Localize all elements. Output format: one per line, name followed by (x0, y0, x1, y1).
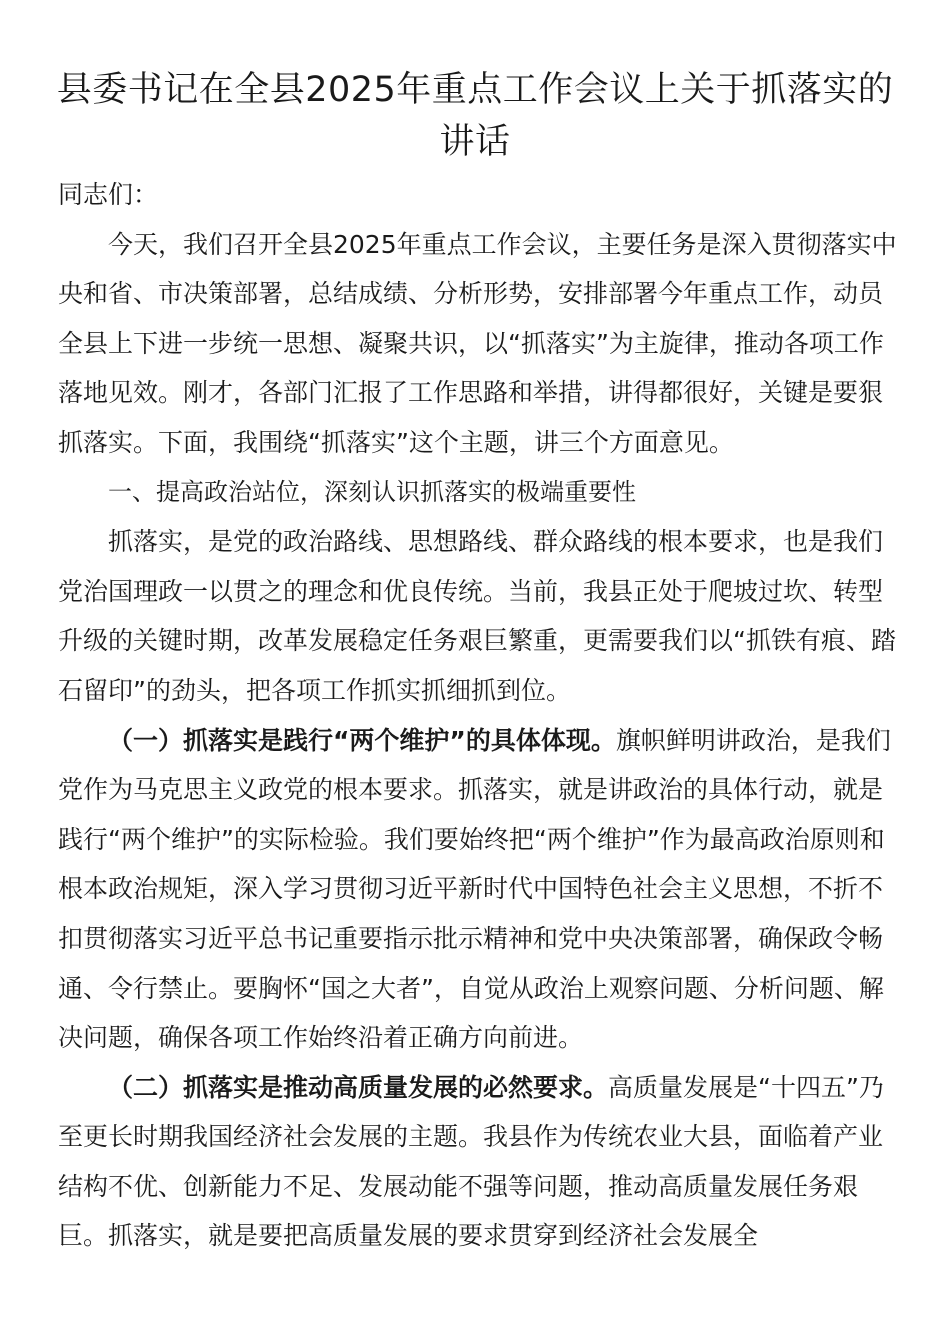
section-heading: 一、提高政治站位，深刻认识抓落实的极端重要性 (108, 477, 636, 506)
point-text: 高质量发展是“十四五”乃至更长时期我国经济社会发展的主题。我县作为传统农业大县，面临着产业结构不优、创新能力不足、发展动能不强等问题，推动高质量发展任务艰巨。抓落实，就是要把高质量发展的要求贯穿到经济社会发展全 (58, 1072, 884, 1251)
document-title: 县委书记在全县2025年重点工作会议上关于抓落实的讲话 (56, 70, 894, 162)
salutation: 同志们： (58, 180, 159, 209)
point-lead: （二）抓落实是推动高质量发展的必然要求。 (108, 1072, 609, 1102)
point-text: 旗帜鲜明讲政治，是我们党作为马克思主义政党的根本要求。抓落实，就是讲政治的具体行动，就是践行“两个维护”的实际检验。我们要始终把“两个维护”作为最高政治原则和根本政治规矩，深入学习贯彻习近平新时代中国特色社会主义思想，不折不扣贯彻落实习近平总书记重要指示批示精神和党中央决策部署，确保政令畅通、令行禁止。要胸怀“国之大者”，自觉从政治上观察问题、分析问题、解决问题，确保各项工作始终沿着正确方向前进。 (58, 725, 891, 1053)
point-paragraph (58, 1063, 898, 1261)
point-lead: （一）抓落实是践行“两个维护”的具体体现。 (108, 725, 616, 755)
section-paragraph: 抓落实，是党的政治路线、思想路线、群众路线的根本要求，也是我们党治国理政一以贯之的理念和优良传统。当前，我县正处于爬坡过坎、转型升级的关键时期，改革发展稳定任务艰巨繁重，更需要我们以“抓铁有痕、踏石留印”的劲头，把各项工作抓实抓细抓到位。 (58, 527, 896, 705)
intro-paragraph: 今天，我们召开全县2025年重点工作会议，主要任务是深入贯彻落实中央和省、市决策部署，总结成绩、分析形势，安排部署今年重点工作，动员全县上下进一步统一思想、凝聚共识，以“抓落实”为主旋律，推动各项工作落地见效。刚才，各部门汇报了工作思路和举措，讲得都很好，关键是要狠抓落实。下面，我围绕“抓落实”这个主题，讲三个方面意见。 (58, 229, 897, 457)
document-body (58, 170, 898, 1261)
point-paragraph (58, 716, 898, 1063)
